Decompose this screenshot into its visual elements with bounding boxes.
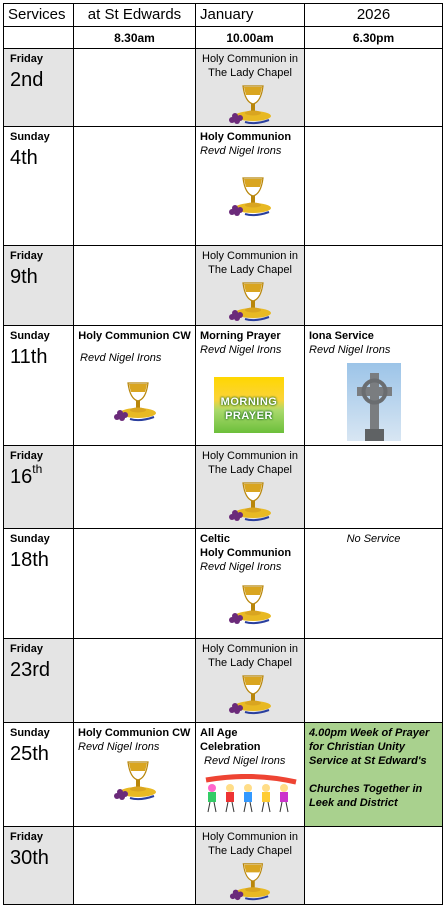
early-cell (74, 723, 196, 827)
morning-cell (196, 529, 305, 639)
day-cell (4, 827, 74, 905)
service-location: The Lady Chapel (208, 845, 292, 857)
header-month: January (196, 4, 305, 27)
minister-name: Revd Nigel Irons (200, 145, 282, 157)
header-location: at St Edwards (74, 4, 196, 27)
evening-cell (305, 639, 443, 723)
day-name: Friday (10, 643, 44, 655)
service-title: Iona Service (309, 330, 374, 342)
evening-cell (305, 326, 443, 446)
day-name: Friday (10, 250, 44, 262)
services-table (3, 3, 443, 905)
chalice-icon (225, 672, 275, 716)
service-title: Holy Communion in (202, 831, 298, 843)
morning-cell (196, 49, 305, 127)
early-cell (74, 827, 196, 905)
day-date: 30th (10, 847, 49, 869)
morning-cell (196, 827, 305, 905)
header-services: Services (4, 4, 74, 27)
day-date: 23rd (10, 659, 51, 681)
day-cell (4, 326, 74, 446)
service-title: Holy Communion in (202, 53, 298, 65)
celtic-cross-icon (347, 363, 401, 441)
table-row (4, 723, 443, 827)
morning-cell (196, 446, 305, 529)
minister-name: Revd Nigel Irons (204, 755, 286, 767)
header-row (4, 4, 443, 27)
early-cell (74, 326, 196, 446)
early-cell (74, 49, 196, 127)
day-cell (4, 446, 74, 529)
morning-cell (196, 246, 305, 326)
day-name: Sunday (10, 330, 50, 342)
service-title: Holy Communion in (202, 250, 298, 262)
morning-cell (196, 639, 305, 723)
table-row (4, 49, 443, 127)
day-cell (4, 246, 74, 326)
evening-cell (305, 446, 443, 529)
churches-together-text: Churches Together in Leek and District (309, 783, 423, 809)
morning-cell (196, 326, 305, 446)
times-blank (4, 27, 74, 49)
service-title: Holy Communion in (202, 450, 298, 462)
unity-service-text: 4.00pm Week of Prayer for Christian Unity Service at St Edward's (309, 727, 430, 767)
day-name: Friday (10, 450, 44, 462)
table-row (4, 246, 443, 326)
chalice-icon (110, 758, 160, 802)
day-cell (4, 127, 74, 246)
service-title: Holy Communion CW (78, 330, 191, 342)
day-cell (4, 639, 74, 723)
time-early: 8.30am (74, 27, 196, 49)
service-title: Celtic (200, 533, 230, 545)
evening-cell (305, 529, 443, 639)
morning-prayer-text: PRAYER (225, 410, 273, 422)
day-date-suffix: th (32, 462, 43, 476)
service-location: The Lady Chapel (208, 67, 292, 79)
table-row (4, 326, 443, 446)
morning-cell (196, 723, 305, 827)
service-location: The Lady Chapel (208, 464, 292, 476)
chalice-icon (225, 860, 275, 902)
day-date: 25th (10, 743, 49, 765)
day-name: Friday (10, 53, 44, 65)
chalice-icon (225, 582, 275, 626)
minister-name: Revd Nigel Irons (200, 561, 282, 573)
day-date (10, 462, 73, 489)
service-location: The Lady Chapel (208, 657, 292, 669)
chalice-icon (110, 379, 160, 423)
header-year: 2026 (305, 4, 443, 27)
day-cell (4, 529, 74, 639)
day-date: 11th (10, 346, 48, 368)
day-cell (4, 49, 74, 127)
day-date-number: 16 (10, 466, 33, 488)
morning-prayer-text: MORNING (220, 396, 278, 408)
day-cell (4, 723, 74, 827)
no-service-note: No Service (346, 533, 401, 545)
table-row (4, 529, 443, 639)
minister-name: Revd Nigel Irons (78, 741, 160, 753)
early-cell (74, 127, 196, 246)
minister-name: Revd Nigel Irons (200, 344, 282, 356)
day-name: Sunday (10, 131, 50, 143)
morning-cell (196, 127, 305, 246)
time-evening: 6.30pm (305, 27, 443, 49)
service-title: Holy Communion CW (78, 727, 191, 739)
day-name: Sunday (10, 533, 50, 545)
day-date: 18th (10, 549, 49, 571)
chalice-icon (225, 174, 275, 218)
service-title-2: Holy Communion (200, 547, 292, 559)
service-location: The Lady Chapel (208, 264, 292, 276)
table-row (4, 127, 443, 246)
day-name: Friday (10, 831, 44, 843)
table-row (4, 827, 443, 905)
minister-name: Revd Nigel Irons (309, 344, 391, 356)
early-cell (74, 639, 196, 723)
evening-cell (305, 246, 443, 326)
evening-cell (305, 49, 443, 127)
day-name: Sunday (10, 727, 50, 739)
day-date: 4th (10, 147, 38, 169)
chalice-icon (225, 279, 275, 323)
service-title: All Age Celebration (200, 727, 261, 753)
morning-prayer-image (214, 377, 284, 433)
day-date: 2nd (10, 69, 44, 91)
chalice-icon (225, 479, 275, 523)
time-morning: 10.00am (196, 27, 305, 49)
early-cell (74, 446, 196, 529)
early-cell (74, 246, 196, 326)
service-title: Morning Prayer (200, 330, 281, 342)
evening-cell (305, 127, 443, 246)
times-row (4, 27, 443, 49)
day-date: 9th (10, 266, 38, 288)
evening-cell (305, 723, 443, 827)
chalice-icon (225, 82, 275, 126)
minister-name: Revd Nigel Irons (80, 352, 162, 364)
table-row (4, 446, 443, 529)
children-icon (202, 774, 298, 814)
service-title: Holy Communion (200, 131, 292, 143)
evening-cell (305, 827, 443, 905)
early-cell (74, 529, 196, 639)
service-title: Holy Communion in (202, 643, 298, 655)
table-row (4, 639, 443, 723)
